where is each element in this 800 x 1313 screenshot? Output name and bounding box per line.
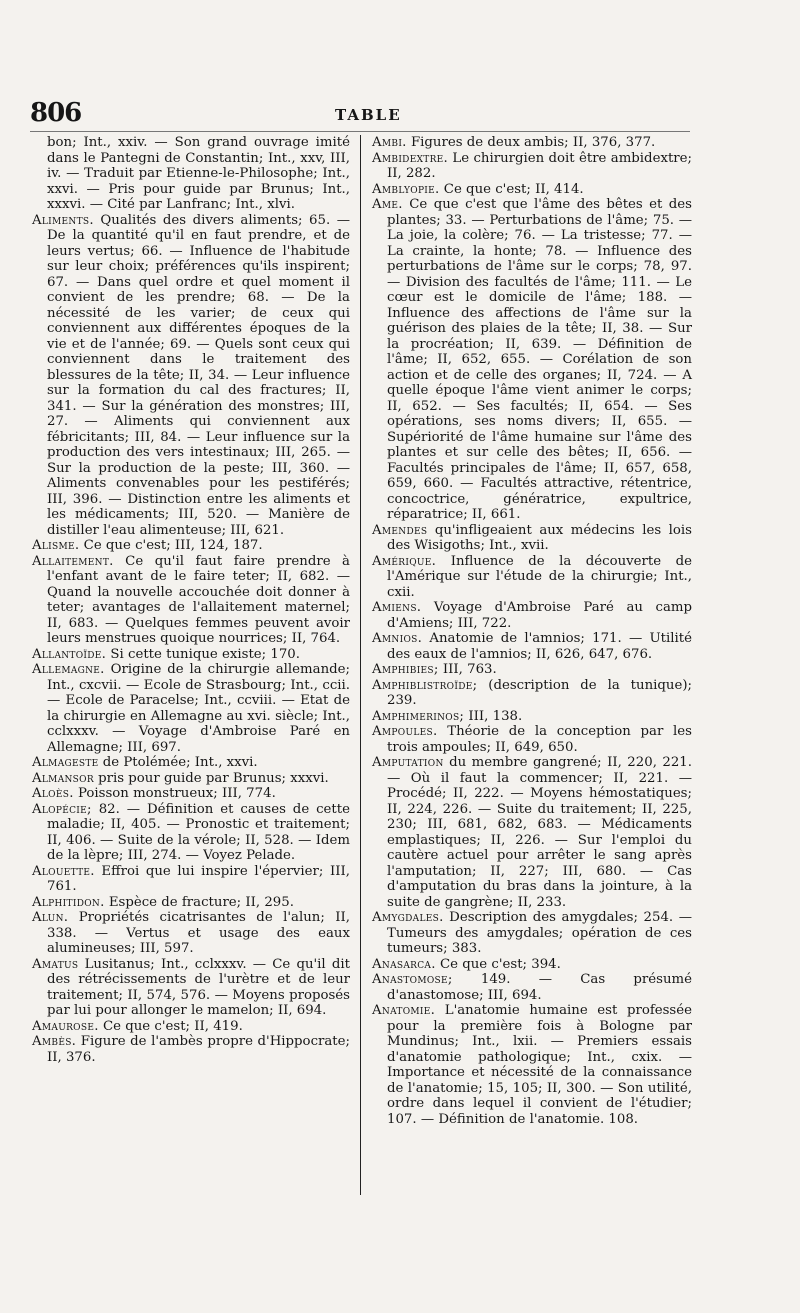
entry-headword: Amiens. — [372, 600, 422, 615]
index-entry — [32, 538, 350, 554]
entry-text: Ce que c'est; 394. — [435, 956, 561, 972]
index-entry — [372, 135, 692, 151]
column-divider — [360, 135, 361, 1195]
index-entry — [32, 1034, 350, 1065]
entry-headword: Amphiblistroïde; — [372, 677, 478, 693]
index-entry — [32, 910, 350, 957]
entry-text: Théorie de la conception par les trois ampoules; II, 649, 650. — [387, 724, 692, 755]
entry-text: qu'infligeaient aux médecins les lois des Wisigoths; Int., xvii. — [387, 522, 692, 553]
entry-headword: Amphimerinos; — [372, 708, 465, 724]
index-entry — [32, 554, 350, 647]
entry-headword: Anasarca. — [372, 956, 436, 972]
index-entry — [32, 135, 350, 213]
entry-headword: Ampoules. — [372, 724, 438, 739]
index-entry — [32, 662, 350, 755]
entry-text: Qualités des divers aliments; 65. — De la quantité qu'il en faut prendre, et de leurs vertus; 66. — Influence de l'habitude sur leur choix; préférences qu'ils inspirent; 67. — Dans quel ordre et quel moment il convient de les prendre; 68. — De la nécessité de les varier; de ceux qui conviennent aux différentes époques de la vie et de l'année; 69. — Quels sont ceux qui conviennent dans le traitement des blessures de la tête; II, 34. — Leur influence sur la formation du cal des fractures; II, 341. — Sur la génération des monstres; III, 27. — Aliments qui conviennent aux fébricitants; III, 84. — Leur influence sur la production des vers intestinaux; III, 265. — Sur la production de la peste; III, 360. — Aliments convenables pour les pestiférés; III, 396. — Distinction entre les aliments et les médicaments; III, 520. — Manière de distiller l'eau alimenteuse; III, 621. — [47, 212, 350, 538]
entry-headword: Aloès. — [32, 786, 74, 801]
entry-text: 149. — Cas présumé d'anastomose; III, 694. — [387, 972, 692, 1003]
entry-text: III, 763. — [438, 662, 497, 677]
entry-text: Ce que c'est; II, 419. — [98, 1018, 243, 1034]
entry-headword: Amygdales. — [372, 910, 444, 925]
entry-headword: Allaitement. — [32, 553, 114, 569]
entry-headword: Ambi. — [372, 135, 407, 150]
entry-headword: Alisme. — [32, 538, 80, 553]
entry-headword: Almageste — [32, 755, 99, 770]
entry-text: Voyage d'Ambroise Paré au camp d'Amiens; III, 722. — [387, 600, 692, 631]
entry-text: L'anatomie humaine est professée pour la première fois à Bologne par Mundinus; Int., lxii. — Premiers essais d'anatomie pathologique; Int., cxix. — Importance et nécessité de la connaissance de l'anatomie; 15, 105; II, 300. — Son utilité, ordre dans lequel il convient de l'étudier; 107. — Définition de l'anatomie. 108. — [387, 1003, 692, 1127]
entry-text: Influence de la découverte de l'Amérique sur l'étude de la chirurgie; Int., cxii. — [387, 553, 692, 600]
entry-headword: Amnios. — [372, 631, 423, 646]
entry-headword: Alphitidon. — [32, 894, 105, 910]
entry-text: Figure de l'ambès propre d'Hippocrate; II, 376. — [47, 1034, 350, 1065]
entry-headword: Allantoïde. — [32, 646, 107, 662]
index-entry — [32, 213, 350, 539]
index-entry — [32, 802, 350, 864]
index-entry — [372, 197, 692, 523]
entry-headword: Amputation — [372, 755, 444, 770]
index-entry — [372, 972, 692, 1003]
index-entry — [32, 895, 350, 911]
page-header — [30, 98, 690, 138]
entry-headword: Anastomose; — [372, 972, 453, 987]
entry-headword: Amendes — [372, 522, 428, 538]
index-entry — [32, 957, 350, 1019]
index-entry — [372, 151, 692, 182]
entry-text: Ce que c'est que l'âme des bêtes et des plantes; 33. — Perturbations de l'âme; 75. — La joie, la colère; 76. — La tristesse; 77. — La crainte, la honte; 78. — Influence des perturbations de l'âme sur le corps; 78, 97. — Division des facultés de l'âme; 111. — Le cœur est le domicile de l'âme; 188. — Influence des affections de l'âme sur la guérison des plaies de la tête; II, 38. — Sur la procréation; II, 639. — Définition de l'âme; II, 652, 655. — Corélation de son action et de celle des organes; II, 724. — A quelle époque l'âme vient animer le corps; II, 652. — Ses facultés; II, 654. — Ses opérations, ses noms divers; II, 655. — Supériorité de l'âme humaine sur l'âme des plantes et sur celle des bêtes; II, 656. — Facultés principales de l'âme; II, 657, 658, 659, 660. — Facultés attractive, rétentrice, concoctrice, génératrice, expultrice, réparatrice; II, 661. — [387, 197, 692, 522]
index-entry — [372, 600, 692, 631]
index-entry — [32, 864, 350, 895]
entry-text: Ce que c'est; II, 414. — [439, 181, 584, 197]
entry-headword: Ambès. — [32, 1034, 77, 1049]
index-entry — [372, 662, 692, 678]
entry-headword: Ambidextre. — [372, 150, 449, 166]
entry-text: Description des amygdales; 254. — Tumeurs des amygdales; opération de ces tumeurs; 383. — [387, 910, 692, 956]
entry-text: du membre gangrené; II, 220, 221. — Où il faut la commencer; II, 221. — Procédé; II, 222. — Moyens hémostatiques; II, 224, 226. — Suite du traitement; II, 225, 230; III, 681, 682, 683. — Médicaments emplastiques; II, 226. — Sur l'emploi du cautère actuel pour arrêter le sang après l'amputation; II, 227; III, 680. — Cas d'amputation du bras dans la jointure, à la suite de gangrène; II, 233. — [387, 755, 692, 910]
index-entry — [372, 755, 692, 910]
index-entry — [372, 1003, 692, 1127]
entry-headword: Alun. — [32, 910, 69, 925]
index-entry — [32, 755, 350, 771]
entry-text: Anatomie de l'amnios; 171. — Utilité des eaux de l'amnios; II, 626, 647, 676. — [387, 631, 692, 662]
entry-text: Effroi que lui inspire l'épervier; III, 761. — [47, 863, 350, 894]
entry-text: Propriétés cicatrisantes de l'alun; II, 338. — Vertus et usage des eaux alumineuses; III, 597. — [47, 910, 350, 956]
running-title: TABLE — [335, 106, 402, 124]
entry-text: Figures de deux ambis; II, 376, 377. — [406, 135, 656, 150]
entry-text: Ce qu'il faut faire prendre à l'enfant avant de le faire teter; II, 682. — Quand la nouvelle accouchée doit donner à teter; avantages de l'allaitement maternel; II, 683. — Quelques femmes peuvent avoir leurs menstrues quoique nourrices; II, 764. — [47, 553, 350, 646]
entry-headword: Amatus — [32, 956, 79, 972]
entry-text: (description de la tunique); 239. — [387, 677, 692, 708]
index-entry — [32, 771, 350, 787]
index-entry — [372, 182, 692, 198]
index-entry — [32, 1019, 350, 1035]
entry-headword: Amblyopie. — [372, 181, 440, 197]
entry-text: Ce que c'est; III, 124, 187. — [79, 538, 263, 553]
entry-headword: Alouette. — [32, 863, 95, 879]
index-entry — [372, 678, 692, 709]
entry-headword: Anatomie. — [372, 1003, 436, 1018]
entry-headword: Aliments. — [32, 212, 94, 228]
index-entry — [372, 724, 692, 755]
left-column — [32, 135, 350, 1065]
index-entry — [372, 957, 692, 973]
entry-headword: Ame. — [372, 197, 403, 212]
entry-headword: Allemagne. — [32, 662, 105, 677]
index-entry — [372, 554, 692, 601]
entry-text: III, 138. — [464, 708, 523, 724]
index-entry — [372, 910, 692, 957]
index-entry — [372, 631, 692, 662]
entry-text: Lusitanus; Int., cclxxxv. — Ce qu'il dit des rétrécissements de l'urètre et de leur traitement; II, 574, 576. — Moyens proposés par lui pour allonger le mamelon; II, 694. — [47, 956, 350, 1018]
entry-headword: Alopécie; — [32, 801, 92, 817]
index-entry — [372, 709, 692, 725]
entry-text: pris pour guide par Brunus; xxxvi. — [93, 770, 329, 786]
entry-headword: Amphibies; — [372, 662, 439, 677]
index-entry — [32, 647, 350, 663]
entry-text: Le chirurgien doit être ambidextre; II, 282. — [387, 150, 692, 181]
entry-headword: Almansor — [32, 770, 94, 786]
entry-text: bon; Int., xxiv. — Son grand ouvrage imité dans le Pantegni de Constantin; Int., xxv, III, iv. — Traduit par Etienne-le-Philosophe; Int., xxvi. — Pris pour guide par Brunus; Int., xxxvi. — Cité par Lanfranc; Int., xlvi. — [47, 135, 350, 212]
entry-headword: Amaurose. — [32, 1018, 99, 1034]
entry-text: Si cette tunique existe; 170. — [106, 646, 300, 662]
page-number: 806 — [30, 98, 82, 128]
entry-headword: Amérique. — [372, 553, 437, 569]
entry-text: Poisson monstrueux; III, 774. — [73, 786, 276, 801]
index-entry — [372, 523, 692, 554]
right-column — [372, 135, 692, 1127]
entry-text: 82. — Définition et causes de cette maladie; II, 405. — Pronostic et traitement; II, 406. — Suite de la vérole; II, 528. — Idem de la lèpre; III, 274. — Voyez Pelade. — [47, 801, 350, 863]
entry-text: de Ptolémée; Int., xxvi. — [98, 755, 258, 770]
index-entry — [32, 786, 350, 802]
header-rule — [30, 131, 690, 132]
entry-text: Espèce de fracture; II, 295. — [104, 894, 294, 910]
entry-text: Origine de la chirurgie allemande; Int., cxcvii. — Ecole de Strasbourg; Int., ccii. — Ecole de Paracelse; Int., ccviii. — Etat de la chirurgie en Allemagne au xvi. siècle; Int., cclxxxv. — Voyage d'Ambroise Paré en Allemagne; III, 697. — [47, 662, 350, 755]
